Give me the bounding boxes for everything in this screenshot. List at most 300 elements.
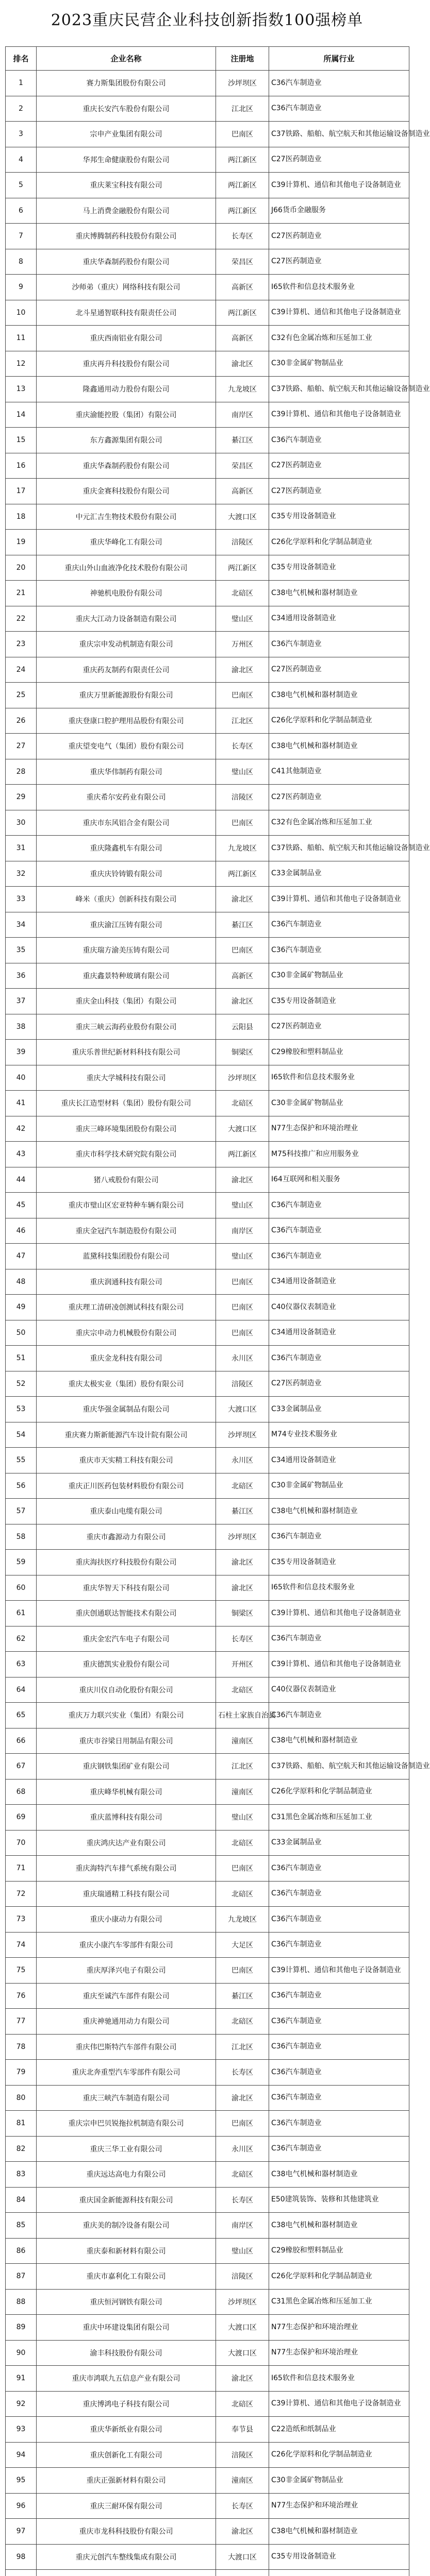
table-row [6,1626,409,1652]
company-name-cell: 重庆美的制冷设备有限公司 [37,2213,216,2239]
company-name-cell: 重庆渝江压铸有限公司 [37,912,216,938]
company-name-cell: 重庆市鑫源动力有限公司 [37,1524,216,1550]
company-name-cell: 重庆华新纸业有限公司 [37,2417,216,2443]
industry-cell [269,2570,409,2576]
table-row [6,1473,409,1499]
table-row [6,173,409,198]
industry-cell: C27医药制造业 [269,1371,409,1397]
industry-cell: N77生态保护和环境治理业 [269,2493,409,2519]
location-cell: 渝北区 [216,2366,269,2392]
industry-cell: C27医药制造业 [269,249,409,275]
location-cell: 北碚区 [216,1473,269,1499]
table-row [6,1856,409,1882]
industry-cell: C36汽车制造业 [269,1524,409,1550]
industry-cell: C30非金属矿物制品业 [269,2468,409,2494]
location-cell: 巴南区 [216,1856,269,1882]
table-row [6,1269,409,1295]
table-row [6,1448,409,1473]
location-cell: 渝北区 [216,1575,269,1601]
location-cell: 璧山区 [216,1244,269,1269]
table-row [6,1346,409,1371]
location-cell: 巴南区 [216,122,269,147]
company-name-cell: 重庆大江动力设备制造有限公司 [37,606,216,632]
table-row [6,810,409,836]
table-row [6,1779,409,1805]
company-name-cell: 重庆华峰化工有限公司 [37,530,216,555]
industry-cell: C31黑色金属冶炼和压延加工业 [269,2289,409,2315]
rank-cell: 16 [6,453,37,479]
rank-cell: 4 [6,147,37,173]
industry-cell: C26化学原料和化学制品制造业 [269,1779,409,1805]
industry-cell: C38电气机械和器材制造业 [269,1728,409,1754]
industry-cell: C36汽车制造业 [269,2009,409,2035]
industry-cell: C36汽车制造业 [269,1881,409,1907]
industry-cell: C35专用设备制造业 [269,1550,409,1575]
rank-cell: 30 [6,810,37,836]
location-cell: 璧山区 [216,1805,269,1831]
rank-cell: 72 [6,1881,37,1907]
company-name-cell: 重庆瑞通精工科技有限公司 [37,1881,216,1907]
company-name-cell: 重庆大学城科技有限公司 [37,1065,216,1091]
table-header [6,47,409,71]
company-name-cell: 重庆恒河钢铁有限公司 [37,2289,216,2315]
company-name-cell: 重庆西南铝业有限公司 [37,326,216,351]
rank-cell: 83 [6,2162,37,2188]
rank-cell: 87 [6,2264,37,2290]
industry-cell: N77生态保护和环境治理业 [269,2340,409,2366]
table-row [6,2391,409,2417]
industry-cell: J66货币金融服务 [269,198,409,224]
company-name-cell: 重庆金赛科技股份有限公司 [37,479,216,504]
location-cell: 涪陵区 [216,1371,269,1397]
company-name-cell: 重庆峰华机械有限公司 [37,1779,216,1805]
company-name-cell: 重庆华强金属制品有限公司 [37,1397,216,1422]
company-name-cell: 重庆海特汽车排气系统有限公司 [37,1856,216,1882]
company-name-cell: 重庆国金新能源科技有限公司 [37,2187,216,2213]
table-row [6,963,409,989]
rank-cell: 86 [6,2238,37,2264]
industry-cell: C36汽车制造业 [269,96,409,122]
industry-cell: C34通用设备制造业 [269,1320,409,1346]
location-cell: 九龙坡区 [216,377,269,402]
rank-cell: 22 [6,606,37,632]
location-cell: 荣昌区 [216,453,269,479]
table-row [6,1524,409,1550]
location-cell: 大足区 [216,1932,269,1958]
industry-cell: C27医药制造业 [269,224,409,249]
industry-cell: C34通用设备制造业 [269,606,409,632]
table-row [6,1754,409,1780]
table-row [6,147,409,173]
company-name-cell: 重庆赛力斯新能源汽车设计院有限公司 [37,1422,216,1448]
rank-cell: 3 [6,122,37,147]
rank-cell: 26 [6,708,37,734]
location-cell: 北碚区 [216,1677,269,1703]
company-name-cell: 蓝黛科技集团股份有限公司 [37,1244,216,1269]
company-name-cell: 重庆元创汽车整线集成有限公司 [37,2544,216,2570]
industry-cell: C32有色金属冶炼和压延加工业 [269,326,409,351]
company-name-cell: 沙师弟（重庆）网络科技有限公司 [37,275,216,300]
industry-cell: C34通用设备制造业 [269,1448,409,1473]
company-name-cell: 宗申产业集团有限公司 [37,122,216,147]
table-row [6,657,409,683]
table-row [6,2468,409,2494]
table-row [6,300,409,326]
table-row [6,2264,409,2290]
location-cell: 巴南区 [216,2111,269,2137]
industry-cell: I65软件和信息技术服务业 [269,1065,409,1091]
table-row [6,2060,409,2086]
industry-cell: C36汽车制造业 [269,2034,409,2060]
industry-cell: C40仪器仪表制造业 [269,1295,409,1320]
location-cell: 璧山区 [216,1193,269,1218]
industry-cell: C29橡胶和塑料制品业 [269,1040,409,1065]
table-row [6,2136,409,2162]
location-cell: 大渡口区 [216,1116,269,1142]
rank-cell: 42 [6,1116,37,1142]
table-row [6,1320,409,1346]
industry-cell: C35专用设备制造业 [269,555,409,581]
location-cell: 永川区 [216,1346,269,1371]
company-name-cell: 重庆再升科技股份有限公司 [37,351,216,377]
company-name-cell: 重庆博腾制药科技股份有限公司 [37,224,216,249]
header-industry: 所属行业 [269,47,409,71]
company-name-cell: 重庆山外山血液净化技术股份有限公司 [37,555,216,581]
location-cell: 永川区 [216,1448,269,1473]
industry-cell: C26化学原料和化学制品制造业 [269,708,409,734]
rank-cell: 25 [6,683,37,708]
rank-cell: 1 [6,71,37,96]
company-name-cell: 重庆蓝博科技有限公司 [37,1805,216,1831]
table-row [6,1881,409,1907]
table-row [6,1091,409,1116]
rank-cell: 21 [6,581,37,606]
rank-cell: 15 [6,428,37,453]
page-title: 2023重庆民营企业科技创新指数100强榜单 [51,11,363,29]
industry-cell: C27医药制造业 [269,479,409,504]
location-cell [216,2570,269,2576]
table-row [6,377,409,402]
table-row [6,530,409,555]
table-row [6,402,409,428]
rank-cell: 39 [6,1040,37,1065]
rank-cell: 23 [6,632,37,657]
company-name-cell: 重庆三华工业有限公司 [37,2136,216,2162]
rank-cell: 2 [6,96,37,122]
rank-cell: 67 [6,1754,37,1780]
rank-cell: 92 [6,2391,37,2417]
industry-cell: C36汽车制造业 [269,1346,409,1371]
table-row [6,2009,409,2035]
company-name-cell: 重庆乐普世纪新材料科技有限公司 [37,1040,216,1065]
table-row [6,2366,409,2392]
company-name-cell: 重庆药友制药有限责任公司 [37,657,216,683]
industry-cell: C36汽车制造业 [269,1218,409,1244]
location-cell: 北碚区 [216,2009,269,2035]
location-cell: 江北区 [216,1754,269,1780]
rank-cell: 43 [6,1142,37,1167]
location-cell: 璧山区 [216,2238,269,2264]
company-name-cell: 重庆望变电气（集团）股份有限公司 [37,734,216,759]
company-name-cell: 重庆华森制药股份有限公司 [37,249,216,275]
location-cell: 綦江区 [216,428,269,453]
table-row [6,1116,409,1142]
rank-cell: 38 [6,1014,37,1040]
rank-cell: 95 [6,2468,37,2494]
industry-cell: C39计算机、通信和其他电子设备制造业 [269,402,409,428]
table-row [6,479,409,504]
industry-cell: C30非金属矿物制品业 [269,963,409,989]
header-rank: 排名 [6,47,37,71]
location-cell: 两江新区 [216,198,269,224]
rank-cell: 68 [6,1779,37,1805]
company-name-cell: 重庆小康汽车零部件有限公司 [37,1932,216,1958]
company-name-cell: 重庆泰和新材料有限公司 [37,2238,216,2264]
rank-cell: 91 [6,2366,37,2392]
company-name-cell: 神驰机电股份有限公司 [37,581,216,606]
rank-cell: 20 [6,555,37,581]
location-cell: 万州区 [216,632,269,657]
location-cell: 大渡口区 [216,2315,269,2341]
table-row [6,2570,409,2576]
rank-cell: 90 [6,2340,37,2366]
industry-cell: C38电气机械和器材制造业 [269,683,409,708]
location-cell: 长寿区 [216,224,269,249]
table-row [6,428,409,453]
company-name-cell: 华邦生命健康股份有限公司 [37,147,216,173]
company-name-cell: 马上消费金融股份有限公司 [37,198,216,224]
location-cell: 两江新区 [216,173,269,198]
rank-cell: 35 [6,938,37,963]
industry-cell: C27医药制造业 [269,785,409,810]
table-row [6,759,409,785]
location-cell: 沙坪坝区 [216,1422,269,1448]
table-row [6,1142,409,1167]
company-name-cell: 重庆正强新材料有限公司 [37,2468,216,2494]
table-row [6,2187,409,2213]
location-cell: 云阳县 [216,1014,269,1040]
location-cell: 沙坪坝区 [216,1524,269,1550]
location-cell: 高新区 [216,275,269,300]
company-name-cell: 重庆市璧山区宏亚特种车辆有限公司 [37,1193,216,1218]
rank-cell: 40 [6,1065,37,1091]
table-row [6,1371,409,1397]
rank-cell: 61 [6,1601,37,1626]
company-name-cell: 重庆宗申巴贝锐拖拉机制造有限公司 [37,2111,216,2137]
industry-cell: C27医药制造业 [269,657,409,683]
table-row [6,1499,409,1524]
rank-cell: 19 [6,530,37,555]
location-cell: 巴南区 [216,683,269,708]
location-cell: 北碚区 [216,581,269,606]
table-body [6,71,430,2576]
industry-cell: C36汽车制造业 [269,938,409,963]
table-row [6,734,409,759]
company-name-cell: 重庆金龙科技有限公司 [37,1346,216,1371]
location-cell: 潼南区 [216,1728,269,1754]
company-name-cell: 重庆三峡汽车制造有限公司 [37,2085,216,2111]
industry-cell: C36汽车制造业 [269,1932,409,1958]
rank-cell: 18 [6,504,37,530]
location-cell: 沙坪坝区 [216,71,269,96]
location-cell: 涪陵区 [216,530,269,555]
company-name-cell: 重庆厚泽兴电子有限公司 [37,1958,216,1984]
location-cell: 北碚区 [216,1091,269,1116]
table-row [6,453,409,479]
location-cell: 大渡口区 [216,2544,269,2570]
industry-cell: C26化学原料和化学制品制造业 [269,2442,409,2468]
rank-cell: 96 [6,2493,37,2519]
industry-cell: C37铁路、船舶、航空航天和其他运输设备制造业 [269,836,409,861]
location-cell: 高新区 [216,479,269,504]
company-name-cell: 重庆登康口腔护理用品股份有限公司 [37,708,216,734]
company-name-cell: 重庆德凯实业股份有限公司 [37,1652,216,1677]
industry-cell: C35专用设备制造业 [269,989,409,1014]
rank-cell: 17 [6,479,37,504]
location-cell: 永川区 [216,2136,269,2162]
industry-cell: C37铁路、船舶、航空航天和其他运输设备制造业 [269,377,409,402]
company-name-cell: 隆鑫通用动力股份有限公司 [37,377,216,402]
table-row [6,1728,409,1754]
location-cell: 北碚区 [216,2391,269,2417]
rank-cell: 94 [6,2442,37,2468]
rank-cell: 24 [6,657,37,683]
location-cell: 高新区 [216,963,269,989]
table-row [6,683,409,708]
rank-cell: 27 [6,734,37,759]
industry-cell: M74专业技术服务业 [269,1422,409,1448]
location-cell: 石柱土家族自治县 [216,1703,269,1728]
rank-cell: 36 [6,963,37,989]
table-row [6,71,409,96]
rank-cell: 81 [6,2111,37,2137]
company-name-cell: 重庆理工清研凌创测试科技有限公司 [37,1295,216,1320]
industry-cell: I65软件和信息技术服务业 [269,275,409,300]
industry-cell: C39计算机、通信和其他电子设备制造业 [269,1601,409,1626]
table-row [6,224,409,249]
industry-cell: C27医药制造业 [269,1014,409,1040]
location-cell: 璧山区 [216,759,269,785]
industry-cell: C36汽车制造业 [269,1856,409,1882]
industry-cell: C39计算机、通信和其他电子设备制造业 [269,173,409,198]
rank-cell: 41 [6,1091,37,1116]
table-row [6,275,409,300]
company-name-cell: 重庆博鸿电子科技有限公司 [37,2391,216,2417]
rank-cell: 73 [6,1907,37,1933]
table-row [6,1652,409,1677]
location-cell: 涪陵区 [216,2442,269,2468]
company-name-cell: 重庆川仪自动化股份有限公司 [37,1677,216,1703]
table-row [6,1703,409,1728]
rank-cell: 9 [6,275,37,300]
rank-cell: 93 [6,2417,37,2443]
company-name-cell: 北斗星通智联科技有限责任公司 [37,300,216,326]
company-name-cell: 重庆瑞方渝美压铸有限公司 [37,938,216,963]
rank-cell: 71 [6,1856,37,1882]
industry-cell: C33金属制品业 [269,861,409,887]
company-name-cell: 重庆远达高电力有限公司 [37,2162,216,2188]
rank-cell: 78 [6,2034,37,2060]
table-row [6,1805,409,1831]
industry-cell: C26化学原料和化学制品制造业 [269,2264,409,2290]
company-name-cell: 赛力斯集团股份有限公司 [37,71,216,96]
location-cell: 北碚区 [216,1830,269,1856]
company-name-cell: 重庆宗申动力机械股份有限公司 [37,1320,216,1346]
industry-cell: C40仪器仪表制造业 [269,1677,409,1703]
location-cell: 渝北区 [216,989,269,1014]
industry-cell: C37铁路、船舶、航空航天和其他运输设备制造业 [269,122,409,147]
rank-cell: 48 [6,1269,37,1295]
rank-cell: 65 [6,1703,37,1728]
rank-cell: 80 [6,2085,37,2111]
header-company-name: 企业名称 [37,47,216,71]
rank-cell: 97 [6,2519,37,2545]
table-row [6,1932,409,1958]
rank-cell: 49 [6,1295,37,1320]
table-row [6,2238,409,2264]
company-name-cell: 重庆正川医药包装材料股份有限公司 [37,1473,216,1499]
industry-cell: C30非金属矿物制品业 [269,351,409,377]
rank-cell: 88 [6,2289,37,2315]
rank-cell: 98 [6,2544,37,2570]
ranking-table [5,46,430,2576]
table-row [6,96,409,122]
industry-cell: C36汽车制造业 [269,1703,409,1728]
table-row [6,1397,409,1422]
rank-cell: 75 [6,1958,37,1984]
table-row [6,1830,409,1856]
table-row [6,989,409,1014]
location-cell: 巴南区 [216,1320,269,1346]
table-row [6,912,409,938]
company-name-cell: 重庆三耐环保有限公司 [37,2493,216,2519]
company-name-cell: 重庆宗申发动机制造有限公司 [37,632,216,657]
company-name-cell: 重庆北奔重型汽车零部件有限公司 [37,2060,216,2086]
rank-cell: 58 [6,1524,37,1550]
company-name-cell: 重庆市天实精工科技有限公司 [37,1448,216,1473]
company-name-cell: 重庆中环建设集团有限公司 [37,2315,216,2341]
company-name-cell: 重庆市龙科科技股份有限公司 [37,2519,216,2545]
company-name-cell: 重庆华森制药股份有限公司 [37,453,216,479]
location-cell: 渝北区 [216,657,269,683]
table-row [6,2315,409,2341]
location-cell: 北碚区 [216,1881,269,1907]
rank-cell: 85 [6,2213,37,2239]
industry-cell: C32有色金属冶炼和压延加工业 [269,810,409,836]
location-cell: 沙坪坝区 [216,1065,269,1091]
company-name-cell: 重庆伟巴斯特汽车部件有限公司 [37,2034,216,2060]
industry-cell: C36汽车制造业 [269,1193,409,1218]
company-name-cell: 东方鑫源集团有限公司 [37,428,216,453]
rank-cell: 69 [6,1805,37,1831]
rank-cell: 44 [6,1167,37,1193]
company-name-cell: 重庆长江造型材料（集团）股份有限公司 [37,1091,216,1116]
company-name-cell: 重庆润通科技有限公司 [37,1269,216,1295]
location-cell: 两江新区 [216,555,269,581]
table-row [6,887,409,912]
industry-cell: C30非金属矿物制品业 [269,1091,409,1116]
industry-cell: C38电气机械和器材制造业 [269,1499,409,1524]
rank-cell: 89 [6,2315,37,2341]
company-name-cell: 重庆钢铁集团矿业有限公司 [37,1754,216,1780]
location-cell: 渝北区 [216,1167,269,1193]
table-row [6,2417,409,2443]
location-cell: 潼南区 [216,1779,269,1805]
table-row [6,632,409,657]
industry-cell: C37铁路、船舶、航空航天和其他运输设备制造业 [269,1754,409,1780]
location-cell: 渝北区 [216,2519,269,2545]
rank-cell: 77 [6,2009,37,2035]
